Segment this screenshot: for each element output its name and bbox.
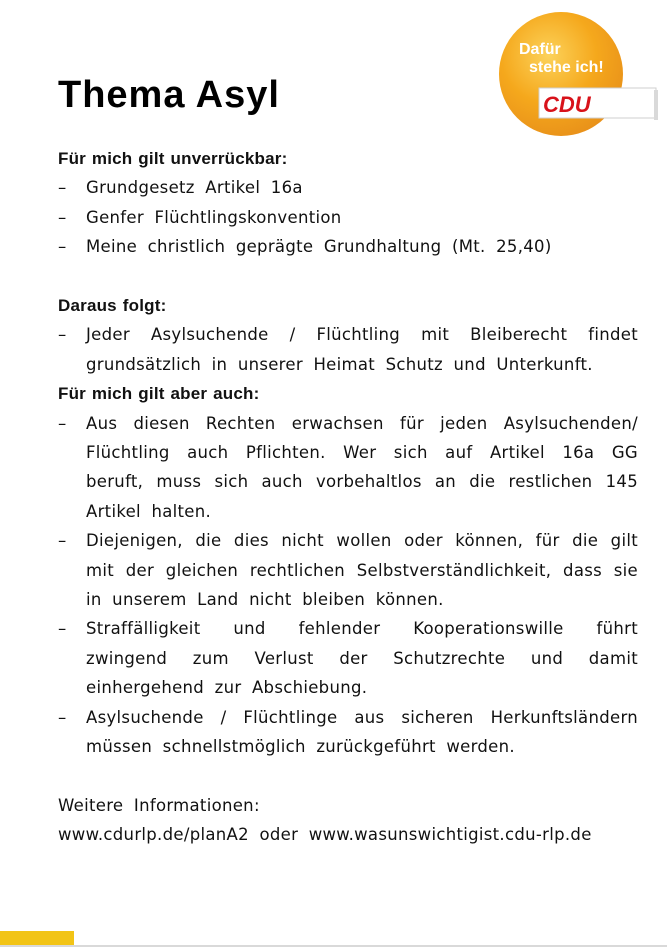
list-item-text: Genfer Flüchtlingskonvention xyxy=(86,207,342,227)
dash-bullet: – xyxy=(58,325,67,345)
dash-bullet: – xyxy=(58,237,67,257)
footer-links xyxy=(58,820,638,849)
list-item xyxy=(58,173,638,202)
dash-bullet: – xyxy=(58,707,67,727)
list-item xyxy=(58,203,638,232)
list-item-text: Meine christlich geprägte Grundhaltung (Mt. 25,40) xyxy=(86,237,552,257)
footer-connector: oder xyxy=(259,825,299,845)
list-item-text: Asylsuchende / Flüchtlinge aus sicheren Herkunftsländern müssen schnellstmöglich zurückgeführt werden. xyxy=(86,707,638,757)
dash-bullet: – xyxy=(58,413,67,433)
accent-bar xyxy=(0,931,74,945)
footer-link-plana2[interactable]: www.cdurlp.de/planA2 xyxy=(58,825,249,845)
list-item-text: Diejenigen, die dies nicht wollen oder können, für die gilt mit der gleichen rechtlichen Selbstverständlichkeit, dass sie in unserem Land nicht bleiben können. xyxy=(86,531,638,610)
list-item-text: Straffälligkeit und fehlender Kooperationswille führt zwingend zum Verlust der Schutzrechte und damit einhergehend zur Abschiebung. xyxy=(86,619,638,698)
dash-bullet: – xyxy=(58,178,67,198)
section-heading: Daraus folgt: xyxy=(58,296,167,316)
list-item xyxy=(58,526,638,614)
dash-bullet: – xyxy=(58,531,67,551)
logo-party-name: CDU xyxy=(543,92,591,117)
logo-slogan-line1: Dafür xyxy=(519,41,561,58)
list-item xyxy=(58,703,638,762)
footer-link-wasunswichtigist[interactable]: www.wasunswichtigist.cdu-rlp.de xyxy=(308,825,592,845)
list-item-text: Grundgesetz Artikel 16a xyxy=(86,178,303,198)
list-item xyxy=(58,232,638,261)
footer-info-label: Weitere Informationen: xyxy=(58,795,260,815)
page-title: Thema Asyl xyxy=(58,74,280,116)
section-heading: Für mich gilt unverrückbar: xyxy=(58,149,288,168)
cdu-logo xyxy=(499,12,659,140)
list-item xyxy=(58,320,638,379)
list-item-text: Aus diesen Rechten erwachsen für jeden Asylsuchenden/ Flüchtling auch Pflichten. Wer sich auf Artikel 16a GG beruft, muss sich auch vorbehaltlos an die restlichen 145 Artikel halten. xyxy=(86,413,638,521)
dash-bullet: – xyxy=(58,619,67,639)
dash-bullet: – xyxy=(58,207,67,227)
section-heading: Für mich gilt aber auch: xyxy=(58,384,260,404)
list-item xyxy=(58,614,638,702)
list-item-text: Jeder Asylsuchende / Flüchtling mit Bleiberecht findet grundsätzlich in unserer Heimat Schutz und Unterkunft. xyxy=(86,325,638,374)
document-body xyxy=(58,144,638,850)
bottom-divider xyxy=(0,945,667,947)
list-item xyxy=(58,409,638,527)
logo-slogan-line2: stehe ich! xyxy=(529,59,604,76)
